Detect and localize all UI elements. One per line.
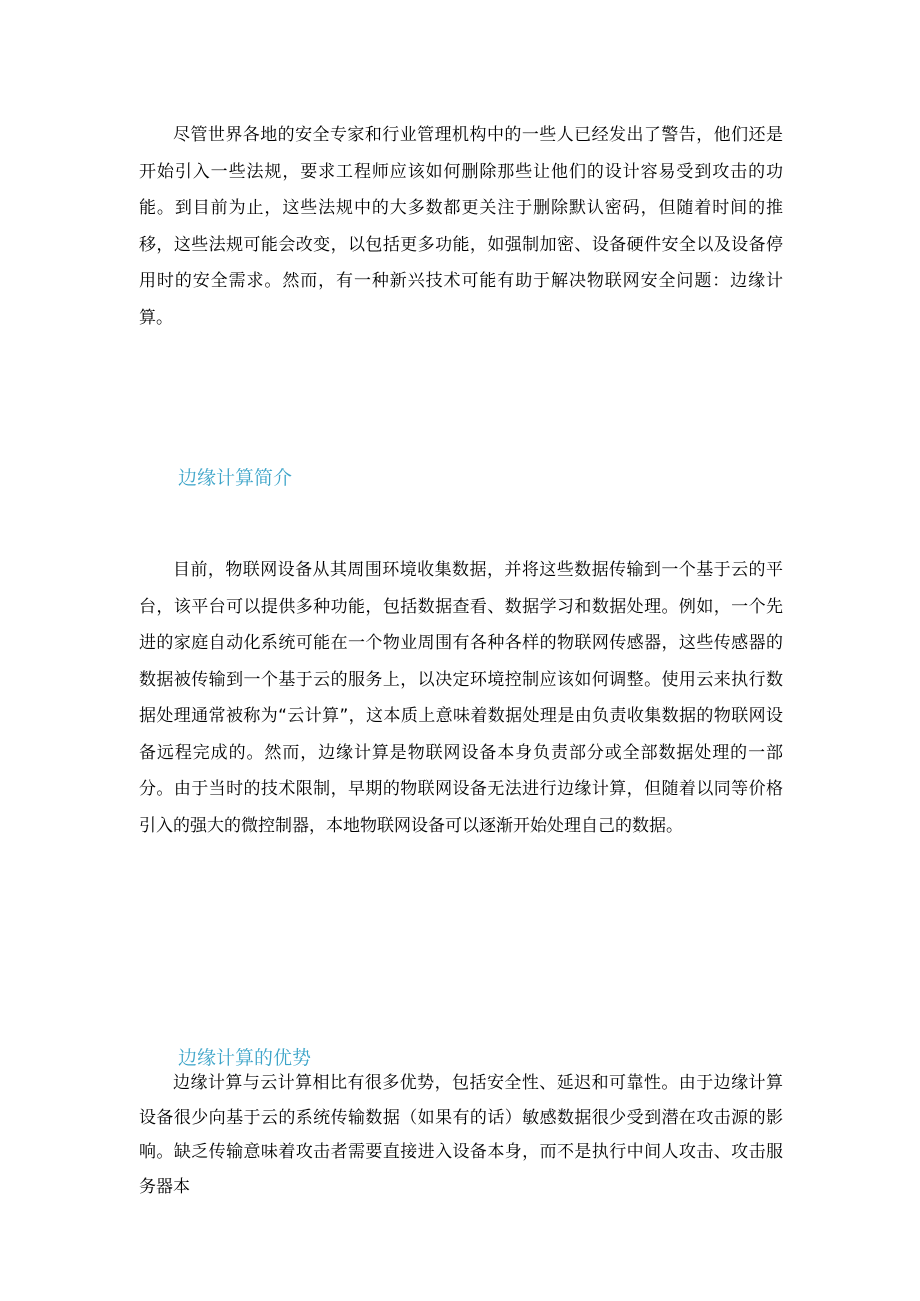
- paragraph-edge-computing-intro: 目前，物联网设备从其周围环境收集数据，并将这些数据传输到一个基于云的平台，该平台可以提供多种功能，包括数据查看、数据学习和数据处理。例如，一个先进的家庭自动化系统可能在一个物业周围有各种各样的物联网传感器，这些传感器的数据被传输到一个基于云的服务上，以决定环境控制应该如何调整。使用云来执行数据处理通常被称为“云计算”，这本质上意味着数据处理是由负责收集数据的物联网设备远程完成的。然而，边缘计算是物联网设备本身负责部分或全部数据处理的一部分。由于当时的技术限制，早期的物联网设备无法进行边缘计算，但随着以同等价格引入的强大的微控制器，本地物联网设备可以逐渐开始处理自己的数据。: [139, 560, 783, 836]
- heading-edge-computing-intro: 边缘计算简介: [178, 467, 293, 489]
- paragraph-warning-regulations: 尽管世界各地的安全专家和行业管理机构中的一些人已经发出了警告，他们还是开始引入一些法规，要求工程师应该如何删除那些让他们的设计容易受到攻击的功能。到目前为止，这些法规中的大多数都更关注于删除默认密码，但随着时间的推移，这些法规可能会改变，以包括更多功能，如强制加密、设备硬件安全以及设备停用时的安全需求。然而，有一种新兴技术可能有助于解决物联网安全问题：边缘计算。: [139, 125, 783, 328]
- paragraph-edge-computing-advantages: 边缘计算与云计算相比有很多优势，包括安全性、延迟和可靠性。由于边缘计算设备很少向基于云的系统传输数据（如果有的话）敏感数据很少受到潜在攻击源的影响。缺乏传输意味着攻击者需要直接进入设备本身，而不是执行中间人攻击、攻击服务器本: [139, 1073, 783, 1197]
- heading-edge-computing-advantages: 边缘计算的优势: [178, 1047, 312, 1069]
